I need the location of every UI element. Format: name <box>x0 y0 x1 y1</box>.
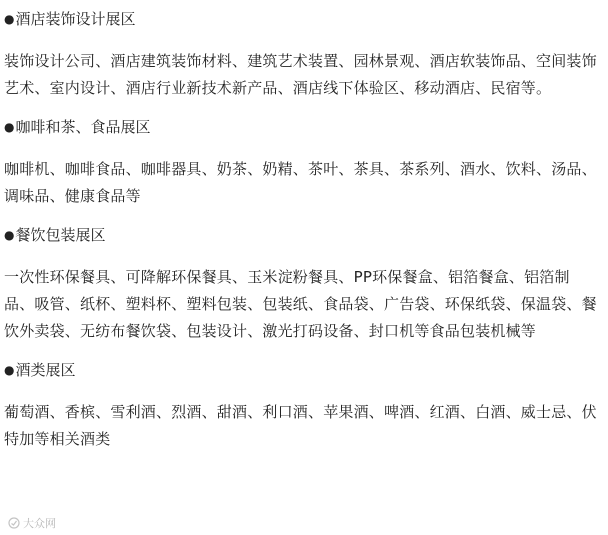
section-body: 装饰设计公司、酒店建筑装饰材料、建筑艺术装置、园林景观、酒店软装饰品、空间装饰艺术、室内设计、酒店行业新技术新产品、酒店线下体验区、移动酒店、民宿等。 <box>4 52 597 97</box>
section-body: 葡萄酒、香槟、雪利酒、烈酒、甜酒、利口酒、苹果酒、啤酒、红酒、白酒、威士忌、伏特加等相关酒类 <box>4 403 597 448</box>
bullet-icon: ● <box>4 363 15 377</box>
section-heading-text: 酒类展区 <box>15 361 76 379</box>
section-body: 一次性环保餐具、可降解环保餐具、玉米淀粉餐具、PP环保餐盒、铝箔餐盒、铝箔制品、吸管、纸杯、塑料杯、塑料包装、包装纸、食品袋、广告袋、环保纸袋、保温袋、餐饮外卖袋、无纺布餐饮袋、包装设计、激光打码设备、封口机等食品包装机械等 <box>4 268 597 340</box>
bullet-icon: ● <box>4 120 15 134</box>
watermark <box>8 515 56 531</box>
section-heading <box>4 8 600 31</box>
section-food-packaging <box>4 224 600 345</box>
section-heading-text: 酒店装饰设计展区 <box>15 10 136 28</box>
section-heading-text: 咖啡和茶、食品展区 <box>15 118 151 136</box>
bullet-icon: ● <box>4 12 15 26</box>
section-heading <box>4 224 600 247</box>
bullet-icon: ● <box>4 228 15 242</box>
section-coffee-tea-food <box>4 116 600 210</box>
section-hotel-decoration <box>4 8 600 102</box>
section-heading-text: 餐饮包装展区 <box>15 226 106 244</box>
section-heading <box>4 116 600 139</box>
article-content <box>4 8 600 467</box>
section-body: 咖啡机、咖啡食品、咖啡器具、奶茶、奶精、茶叶、茶具、茶系列、酒水、饮料、汤品、调味品、健康食品等 <box>4 160 597 205</box>
section-alcohol <box>4 359 600 453</box>
watermark-logo-icon <box>8 517 20 529</box>
watermark-text: 大众网 <box>23 517 56 530</box>
section-heading <box>4 359 600 382</box>
